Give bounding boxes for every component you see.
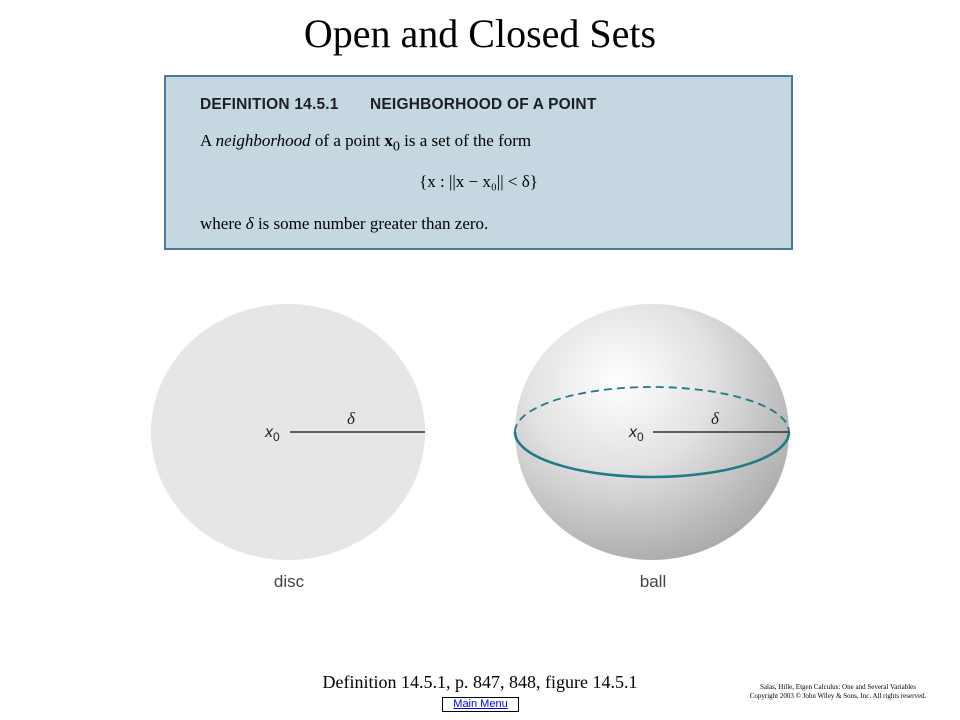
copyright-credit <box>728 683 948 701</box>
ball-point-label: $x_0$ <box>629 424 644 444</box>
figure-caption: Definition 14.5.1, p. 847, 848, figure 14.5.1 <box>322 672 638 692</box>
line3-suffix: is some number greater than zero. <box>253 214 489 233</box>
line1-mid: of a point <box>310 131 385 150</box>
neighborhood-figure <box>0 290 960 610</box>
line1-variable: x <box>384 131 393 150</box>
definition-heading <box>200 96 596 114</box>
ball-caption: ball <box>639 572 667 591</box>
line3-variable: δ <box>245 214 254 233</box>
line3-prefix: where <box>200 214 246 233</box>
ball-radius-label: δ <box>711 409 719 428</box>
line1-suffix: is a set of the form <box>399 131 532 150</box>
main-menu-button[interactable]: Main Menu <box>442 697 519 712</box>
disc-radius-label: δ <box>347 409 355 428</box>
line1-emphasis: neighborhood <box>215 131 311 150</box>
slide-title: Open and Closed Sets <box>303 11 657 56</box>
definition-name: NEIGHBORHOOD OF A POINT <box>370 96 597 113</box>
disc-point-label: $x_0$ <box>265 424 280 444</box>
credit-line-1: Salas, Hille, Etgen Calculus: One and Several Variables <box>760 683 916 691</box>
definition-number: DEFINITION 14.5.1 <box>200 96 339 113</box>
definition-line-3 <box>200 214 488 234</box>
definition-box <box>164 75 793 250</box>
line1-prefix: A <box>200 131 216 150</box>
line1-subscript: 0 <box>392 138 400 155</box>
disc-caption: disc <box>273 572 305 591</box>
definition-line-1 <box>200 131 531 155</box>
credit-line-2: Copyright 2003 © John Wiley & Sons, Inc. All rights reserved. <box>749 692 927 700</box>
definition-formula: {x : ||x − x₀|| < δ} <box>419 172 538 191</box>
